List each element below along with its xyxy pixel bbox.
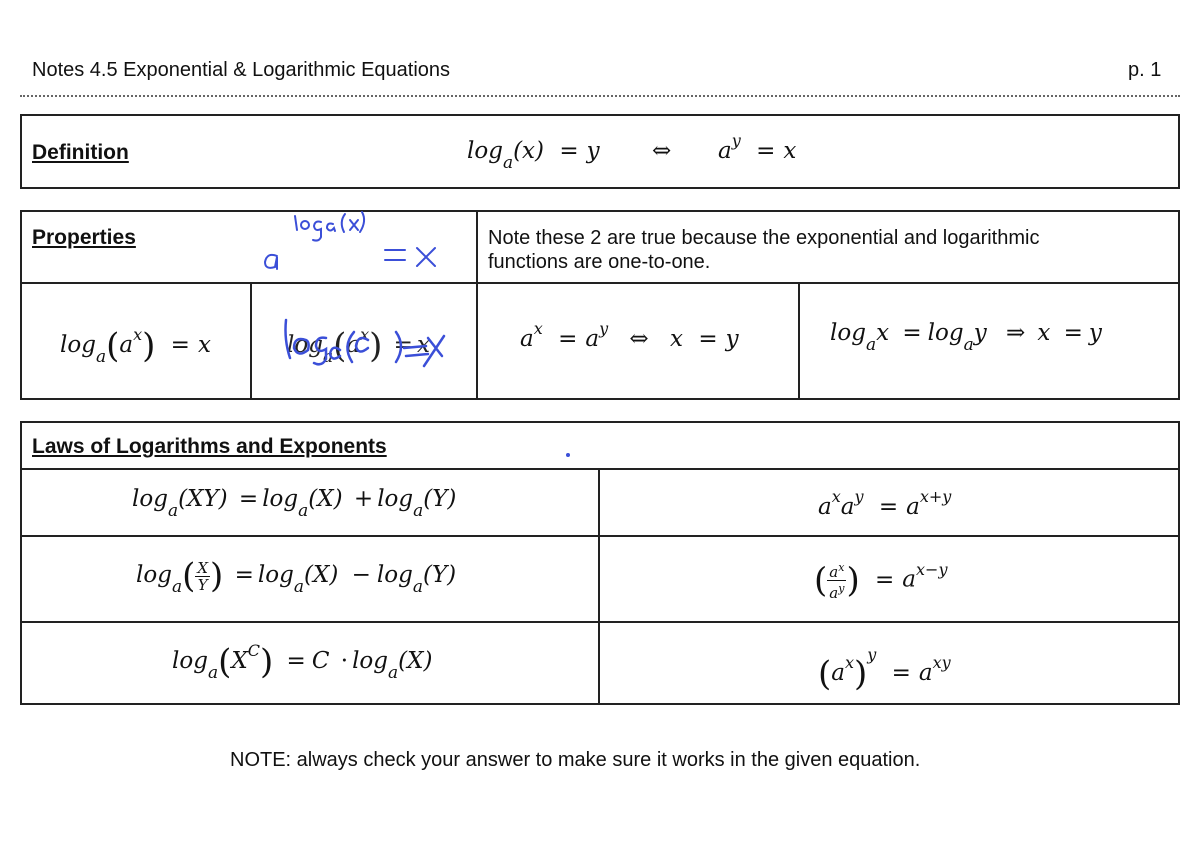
fraction bbox=[827, 560, 846, 601]
page-number: p. 1 bbox=[1128, 59, 1162, 81]
inner-sup: x bbox=[133, 325, 143, 344]
log-text: log bbox=[136, 562, 172, 588]
base: a bbox=[840, 494, 855, 520]
properties-note-line2: functions are one-to-one. bbox=[488, 251, 711, 273]
property-2-formula bbox=[520, 319, 739, 352]
num-sup: x bbox=[838, 561, 845, 574]
properties-note bbox=[488, 226, 1039, 274]
page-title: Notes 4.5 Exponential & Logarithmic Equations bbox=[32, 59, 451, 81]
numerator: X bbox=[197, 558, 209, 577]
equals-sign: = bbox=[558, 326, 578, 352]
paren-open: ( bbox=[218, 642, 232, 682]
log-base: a bbox=[502, 153, 514, 173]
equals-sign: = bbox=[878, 494, 899, 520]
equals-sign: = bbox=[238, 486, 259, 512]
base: a bbox=[818, 494, 832, 520]
den-sup: y bbox=[838, 582, 845, 595]
paren-open: ( bbox=[814, 560, 828, 601]
handwritten-strike-annotation bbox=[278, 310, 458, 370]
outer-sup: y bbox=[867, 645, 877, 664]
log-text: log bbox=[927, 320, 964, 346]
iff-symbol: ⇔ bbox=[652, 138, 672, 164]
equals-sign: = bbox=[286, 648, 306, 674]
implies-symbol: ⇒ bbox=[1006, 320, 1026, 346]
laws-divider-1 bbox=[20, 468, 1180, 470]
property-1-formula bbox=[60, 326, 211, 366]
law-quotient-formula bbox=[136, 556, 456, 596]
log-base: a bbox=[293, 577, 304, 597]
log-base: a bbox=[167, 501, 179, 521]
properties-col-divider-3 bbox=[798, 282, 800, 400]
denominator bbox=[827, 581, 846, 601]
log-text: log bbox=[257, 562, 294, 588]
arg-1: (X) bbox=[303, 562, 339, 588]
property-3-formula bbox=[830, 320, 1102, 355]
stray-dot bbox=[566, 453, 570, 457]
arg-2: (Y) bbox=[423, 486, 457, 512]
arg-lhs: (XY) bbox=[178, 486, 228, 512]
equals-sign: = bbox=[170, 332, 190, 358]
num-base: a bbox=[829, 563, 839, 581]
x-var: x bbox=[1037, 320, 1051, 346]
arg-2: (Y) bbox=[422, 562, 457, 588]
exp-sup: y bbox=[731, 131, 741, 150]
log-text: log bbox=[287, 332, 323, 358]
equals-sign: = bbox=[559, 138, 579, 164]
y-var: y bbox=[973, 320, 987, 346]
log-text: log bbox=[352, 648, 388, 674]
log-base: a bbox=[207, 663, 219, 683]
log-text: log bbox=[830, 320, 866, 346]
equals-sign: = bbox=[234, 562, 254, 588]
laws-col-divider bbox=[598, 468, 600, 705]
minus-sign: − bbox=[351, 562, 371, 588]
definition-label: Definition bbox=[32, 141, 129, 164]
x-var: x bbox=[783, 138, 797, 164]
inner-base: a bbox=[346, 332, 361, 358]
base: a bbox=[918, 660, 933, 686]
paren-open: ( bbox=[333, 326, 347, 366]
iff-symbol: ⇔ bbox=[629, 326, 649, 352]
numerator bbox=[827, 560, 846, 581]
equals-sign: = bbox=[875, 566, 895, 593]
equals-sign: = bbox=[756, 138, 776, 164]
paren-open: ( bbox=[818, 654, 832, 694]
y-var: y bbox=[586, 138, 600, 164]
laws-divider-2 bbox=[20, 535, 1180, 537]
sup-1: x bbox=[831, 487, 841, 506]
log-text: log bbox=[467, 138, 503, 164]
handwritten-annotation-top bbox=[255, 208, 455, 278]
y-var: y bbox=[725, 326, 739, 352]
properties-col-divider-2 bbox=[250, 282, 252, 400]
equals-sign: = bbox=[891, 660, 911, 686]
log-base: a bbox=[413, 501, 424, 521]
plus-sign: + bbox=[353, 486, 374, 512]
properties-divider bbox=[20, 282, 1180, 284]
law-power-formula bbox=[172, 642, 432, 682]
lhs-sup: x bbox=[533, 319, 543, 338]
den-base: a bbox=[829, 584, 839, 602]
rhs: x bbox=[197, 332, 211, 358]
law-product-formula bbox=[132, 486, 457, 521]
sup-rhs: xy bbox=[932, 653, 951, 672]
rhs-sup: y bbox=[599, 319, 609, 338]
sup-2: y bbox=[854, 487, 864, 506]
footer-note: NOTE: always check your answer to make sure it works in the given equation. bbox=[230, 749, 921, 771]
rhs: x bbox=[416, 332, 430, 358]
log-base: a bbox=[963, 335, 974, 355]
properties-note-line1: Note these 2 are true because the exponential and logarithmic bbox=[488, 227, 1040, 249]
inner-base: a bbox=[119, 332, 134, 358]
header-divider bbox=[20, 95, 1180, 97]
paren-close: ) bbox=[854, 654, 868, 694]
equals-sign: = bbox=[902, 320, 922, 346]
paren-close: ) bbox=[369, 326, 383, 366]
arg: (X) bbox=[398, 648, 433, 674]
x-var: x bbox=[670, 326, 683, 352]
base: a bbox=[902, 566, 917, 593]
log-base: a bbox=[322, 347, 334, 367]
denominator: Y bbox=[197, 575, 208, 594]
base: a bbox=[831, 660, 845, 686]
equals-sign: = bbox=[393, 332, 413, 358]
dot-sign: · bbox=[340, 648, 349, 674]
log-text: log bbox=[172, 648, 208, 674]
lhs-base: a bbox=[520, 326, 534, 352]
inner-sup: C bbox=[247, 641, 260, 660]
paren-close: ) bbox=[210, 556, 224, 596]
log-base: a bbox=[171, 577, 183, 597]
log-text: log bbox=[376, 562, 413, 588]
log-text: log bbox=[132, 486, 168, 512]
exp-base: a bbox=[718, 138, 732, 164]
sup-rhs: x−y bbox=[916, 559, 948, 579]
log-base: a bbox=[388, 663, 399, 683]
log-arg: (x) bbox=[513, 138, 544, 164]
properties-label: Properties bbox=[32, 226, 136, 249]
base: a bbox=[906, 494, 920, 520]
equals-sign: = bbox=[698, 326, 718, 352]
paren-close: ) bbox=[259, 642, 274, 682]
rhs-base: a bbox=[585, 326, 600, 352]
law-exp-power-formula bbox=[818, 645, 951, 694]
paren-close: ) bbox=[142, 326, 156, 366]
law-exp-quotient-formula bbox=[814, 560, 947, 601]
log-base: a bbox=[412, 577, 423, 597]
coef: C bbox=[311, 648, 330, 674]
fraction bbox=[195, 560, 210, 593]
log-base: a bbox=[298, 501, 309, 521]
definition-formula-log bbox=[467, 138, 600, 173]
inner-sup: x bbox=[844, 653, 855, 672]
paren-close: ) bbox=[846, 560, 860, 601]
log-base: a bbox=[95, 347, 107, 367]
log-text: log bbox=[60, 332, 96, 358]
paren-open: ( bbox=[106, 326, 120, 366]
law-exp-product-formula bbox=[818, 487, 952, 520]
inner-sup: x bbox=[360, 325, 370, 344]
laws-divider-3 bbox=[20, 621, 1180, 623]
laws-label: Laws of Logarithms and Exponents bbox=[32, 435, 387, 458]
y-var: y bbox=[1088, 320, 1102, 346]
arg-1: (X) bbox=[308, 486, 343, 512]
log-base: a bbox=[865, 335, 877, 355]
definition-iff bbox=[652, 138, 671, 164]
x-var: x bbox=[876, 320, 890, 346]
paren-open: ( bbox=[182, 556, 196, 596]
sup-rhs: x+y bbox=[919, 487, 952, 506]
definition-formula-exp bbox=[718, 131, 797, 164]
log-text: log bbox=[377, 486, 414, 512]
equals-sign: = bbox=[1063, 320, 1083, 346]
properties-col-divider-1 bbox=[476, 210, 478, 400]
log-text: log bbox=[262, 486, 299, 512]
definition-box bbox=[20, 114, 1180, 189]
inner-base: X bbox=[231, 648, 248, 674]
